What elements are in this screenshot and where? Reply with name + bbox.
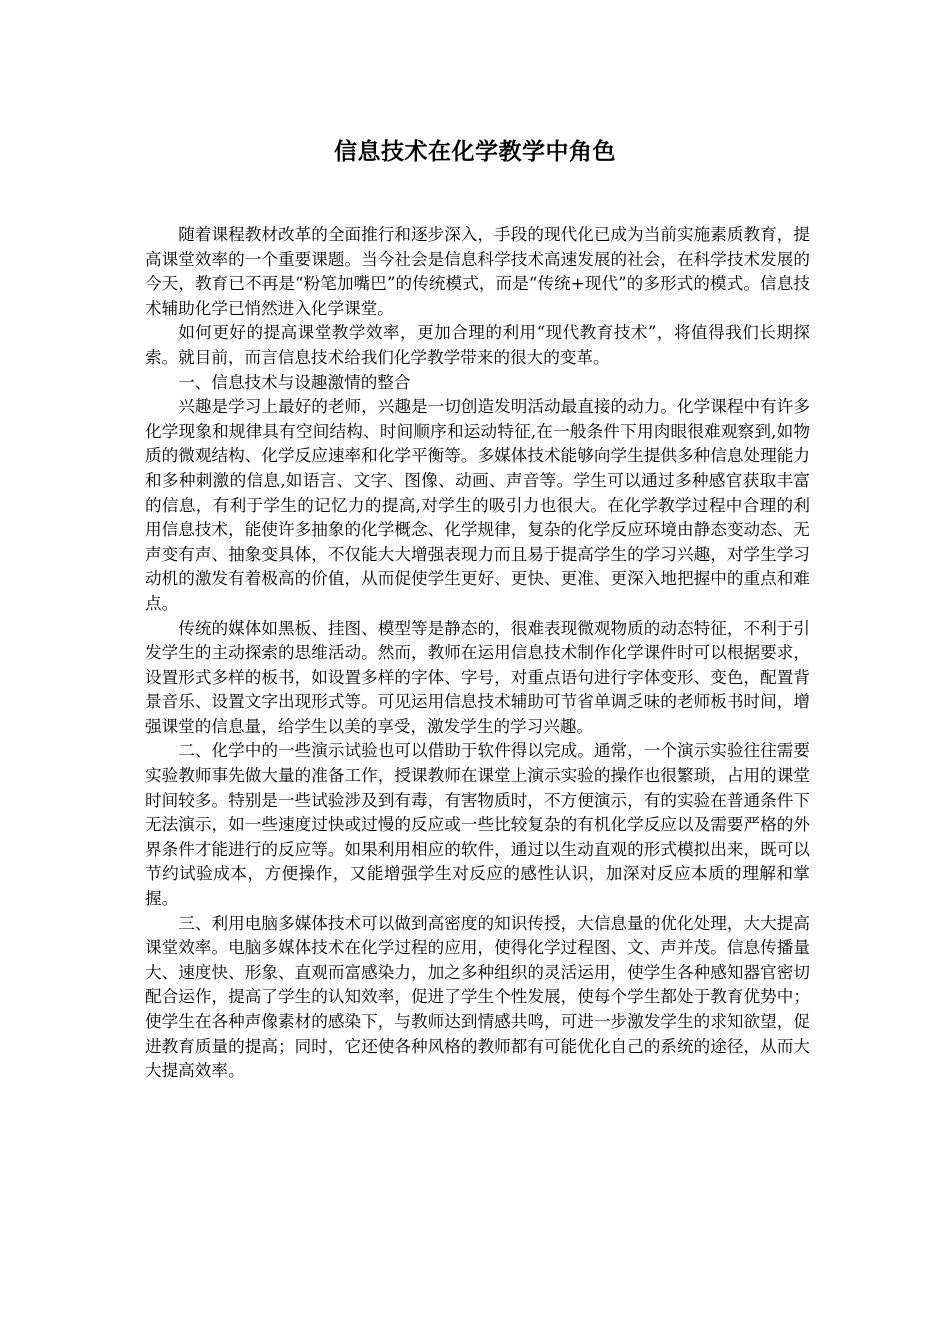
section-heading-1: 一、信息技术与设趣激情的整合 xyxy=(178,372,411,392)
paragraph-exploration: 如何更好的提高课堂教学效率，更加合理的利用“现代教育技术”，将值得我们长期探索。就目前，而言信息技术给我们化学教学带来的很大的变革。 xyxy=(145,323,810,367)
paragraph-interest: 兴趣是学习上最好的老师，兴趣是一切创造发明活动最直接的动力。化学课程中有许多化学现象和规律具有空间结构、时间顺序和运动特征,在一般条件下用肉眼很难观察到,如物质的微观结构、化学反应速率和化学平衡等。多媒体技术能够向学生提供多种信息处理能力和多种刺激的信息,如语言、文字、图像、动画、声音等。学生可以通过多种感官获取丰富的信息，有利于学生的记忆力的提高,对学生的吸引力也很大。在化学教学过程中合理的利用信息技术，能使许多抽象的化学概念、化学规律，复杂的化学反应环境由静态变动态、无声变有声、抽象变具体，不仅能大大增强表现力而且易于提高学生的学习兴趣，对学生学习动机的激发有着极高的价值，从而促使学生更好、更快、更准、更深入地把握中的重点和难点。 xyxy=(145,397,810,613)
paragraph-intro: 随着课程教材改革的全面推行和逐步深入，手段的现代化已成为当前实施素质教育，提高课堂效率的一个重要课题。当今社会是信息科学技术高速发展的社会，在科学技术发展的今天，教育已不再是“粉笔加嘴巴”的传统模式，而是“传统+现代”的多形式的模式。信息技术辅助化学已悄然进入化学课堂。 xyxy=(145,225,810,318)
document-body xyxy=(145,223,810,1084)
paragraph-section-2: 二、化学中的一些演示试验也可以借助于软件得以完成。通常，一个演示实验往往需要实验教师事先做大量的准备工作，授课教师在课堂上演示实验的操作也很繁琐，占用的课堂时间较多。特别是一些试验涉及到有毒，有害物质时，不方便演示，有的实验在普通条件下无法演示，如一些速度过快或过慢的反应或一些比较复杂的有机化学反应以及需要严格的外界条件才能进行的反应等。如果利用相应的软件，通过以生动直观的形式模拟出来，既可以节约试验成本，方便操作，又能增强学生对反应的感性认识，加深对反应本质的理解和掌握。 xyxy=(145,741,810,909)
paragraph-section-3: 三、利用电脑多媒体技术可以做到高密度的知识传授，大信息量的优化处理，大大提高课堂效率。电脑多媒体技术在化学过程的应用，使得化学过程图、文、声并茂。信息传播量大、速度快、形象、直观而富感染力，加之多种组织的灵活运用，使学生各种感知器官密切配合运作，提高了学生的认知效率，促进了学生个性发展，使每个学生都处于教育优势中；使学生在各种声像素材的感染下，与教师达到情感共鸣，可进一步激发学生的求知欲望，促进教育质量的提高；同时，它还使各种风格的教师都有可能优化自己的系统的途径，从而大大提高效率。 xyxy=(145,913,810,1081)
paragraph-traditional-media: 传统的媒体如黑板、挂图、模型等是静态的，很难表现微观物质的动态特征，不利于引发学生的主动探索的思维活动。然而，教师在运用信息技术制作化学课件时可以根据要求，设置形式多样的板书，如设置多样的字体、字号，对重点语句进行字体变形、变色，配置背景音乐、设置文字出现形式等。可见运用信息技术辅助可节省单调乏味的老师板书时间，增强课堂的信息量，给学生以美的享受，激发学生的学习兴趣。 xyxy=(145,618,810,736)
document-title: 信息技术在化学教学中角色 xyxy=(334,138,616,165)
